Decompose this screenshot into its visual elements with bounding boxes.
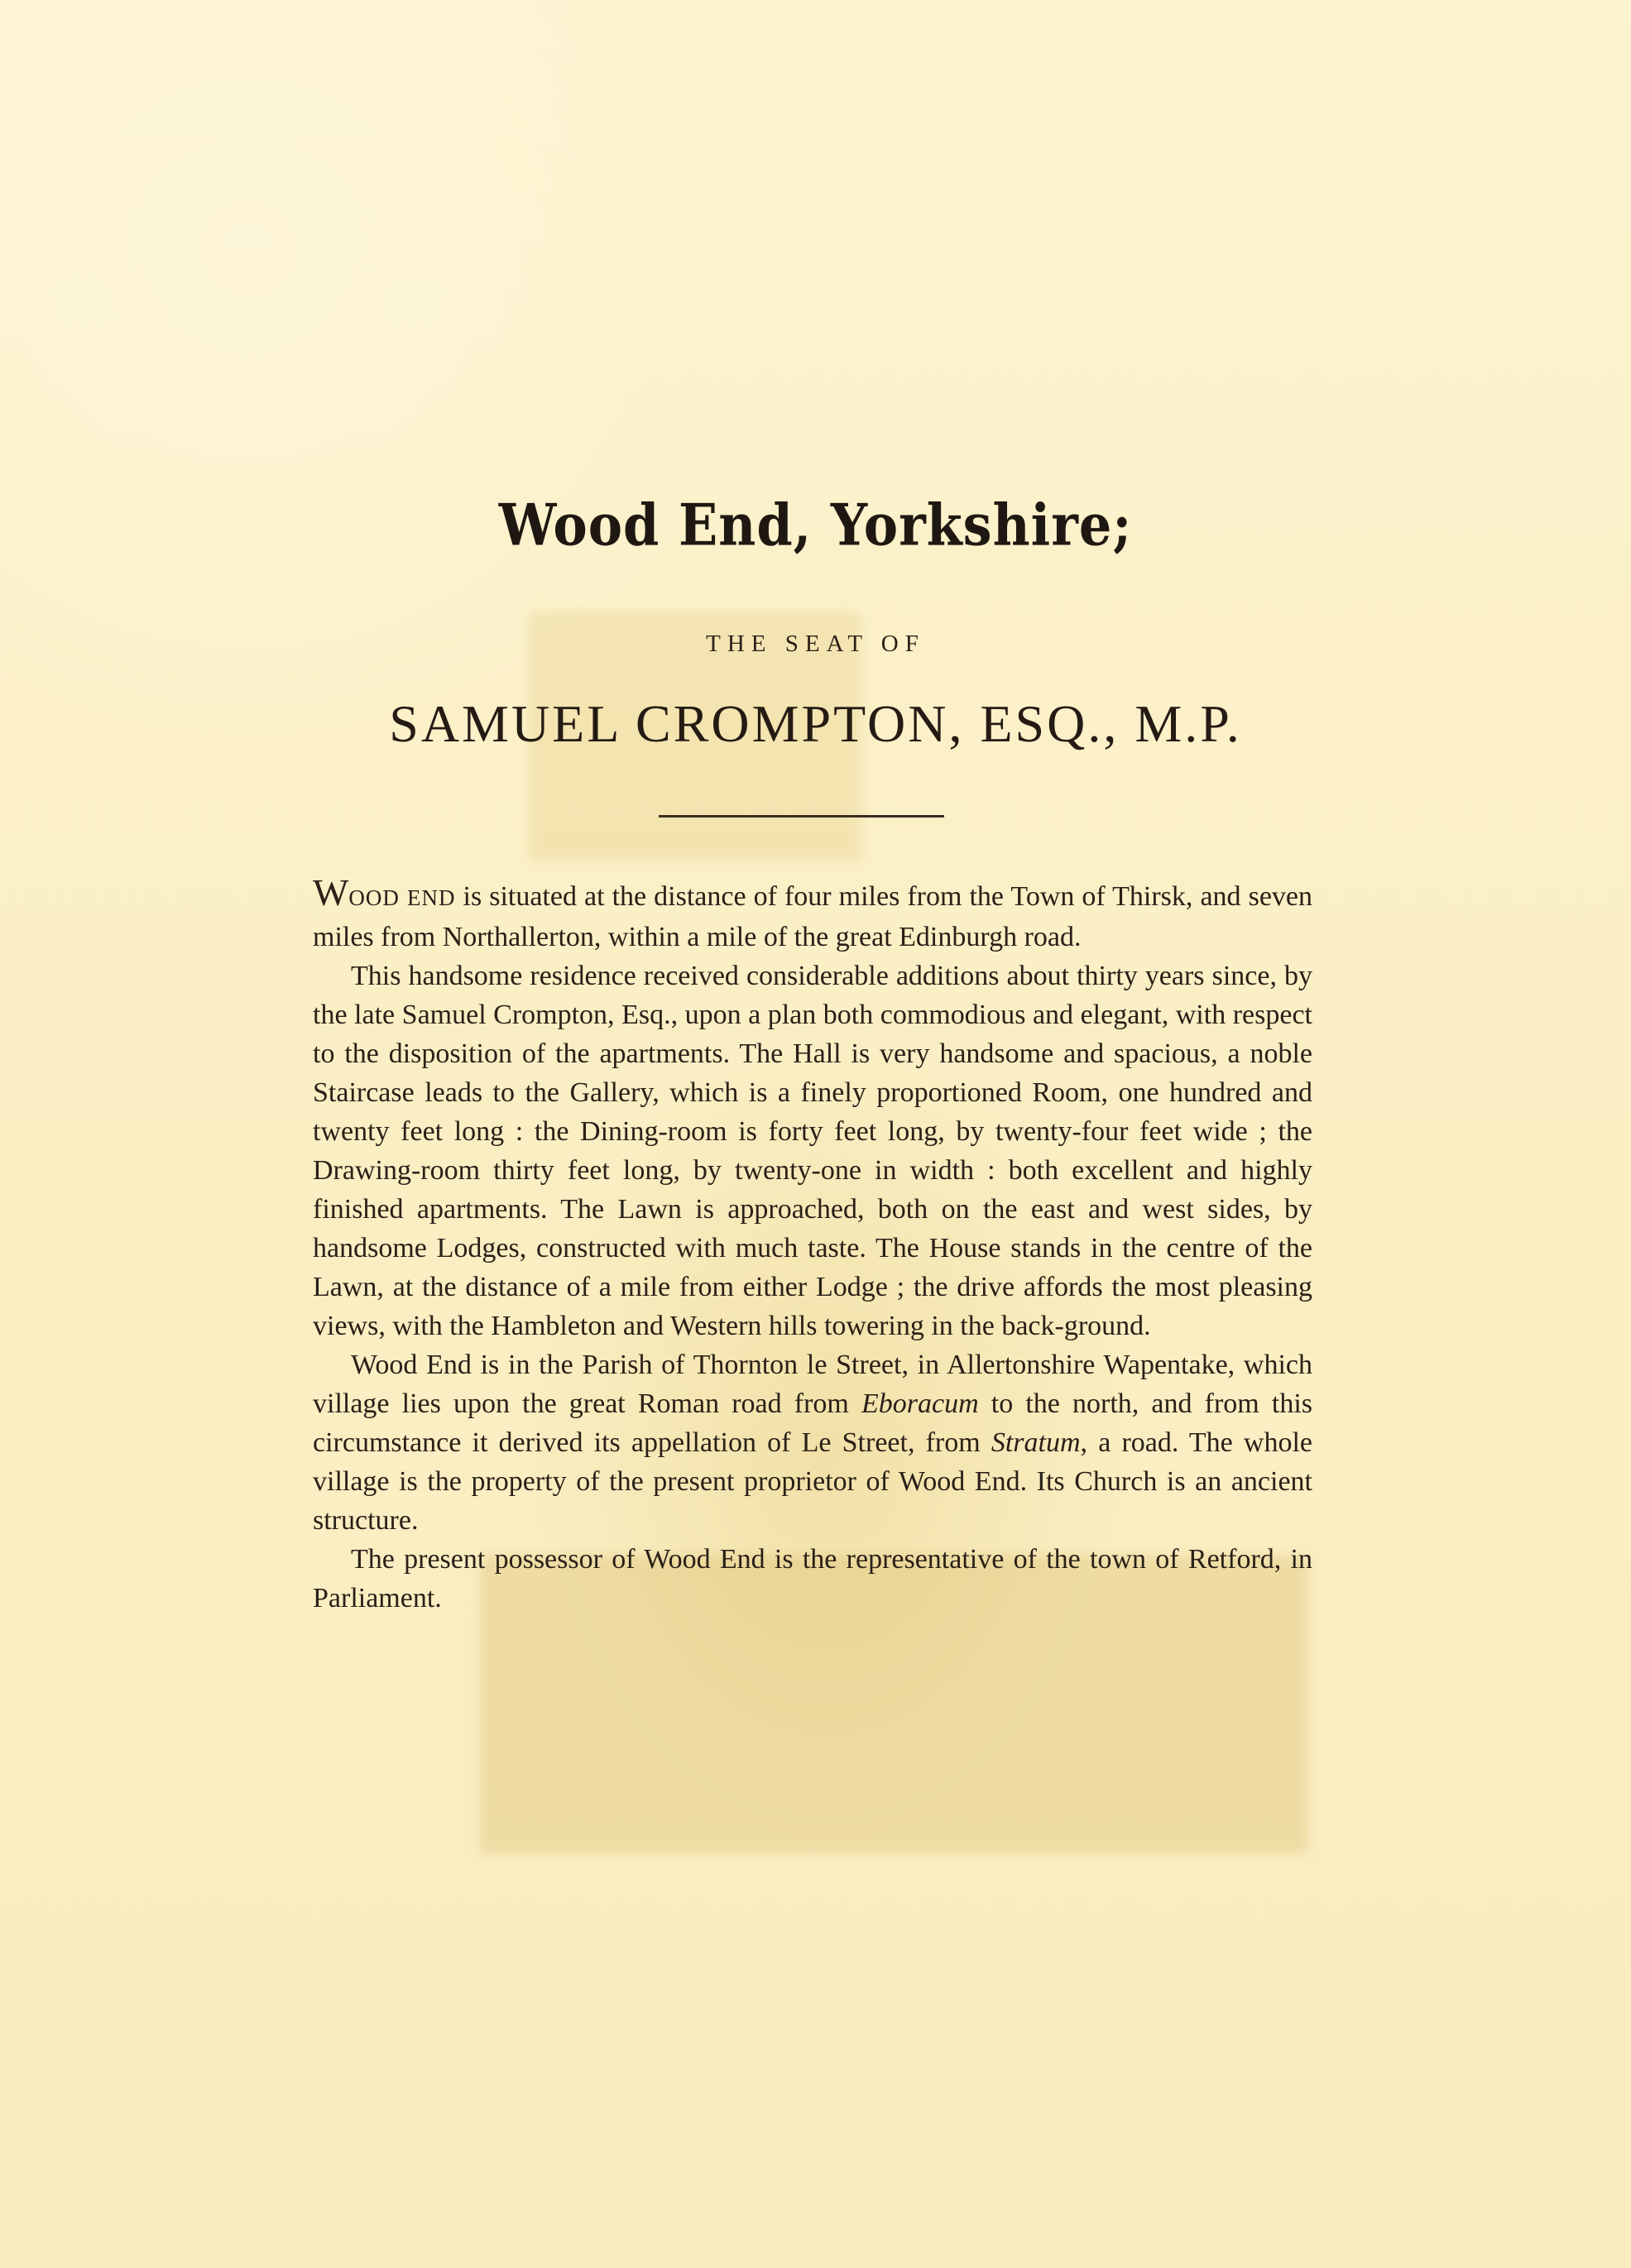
small-caps-end: END — [406, 885, 456, 910]
paragraph-1-text: is situated at the distance of four miles from the Town of Thirsk, and seven miles from Northallerton, within a mile of the great Edinburgh road. — [313, 881, 1312, 952]
paragraph-4: The present possessor of Wood End is the representative of the town of Retford, in Parliament. — [313, 1544, 1312, 1613]
body-text — [313, 873, 1312, 1618]
paragraph-3-part-e: , a road. The whole village is the property of the present proprietor of Wood End. Its Church is an ancient structure. — [313, 1427, 1313, 1536]
owner-name: SAMUEL CROMPTON, ESQ., M.P. — [389, 694, 1242, 753]
page-title: Wood End, Yorkshire; — [498, 491, 1133, 559]
drop-cap: W — [313, 871, 349, 913]
subtitle: THE SEAT OF — [706, 631, 925, 657]
divider-rule — [659, 815, 944, 818]
paragraph-2: This handsome residence received considerable additions about thirty years since, by the late Samuel Crompton, Esq., upon a plan both commodious and elegant, with respect to the disposition of the apartments. The Hall is very handsome and spacious, a noble Staircase leads to the Gallery, which is a finely proportioned Room, one hundred and twenty feet long : the Dining-room is forty feet long, by twenty-four feet wide ; the Drawing-room thirty feet long, by twenty-one in width : both excellent and highly finished apartments. The Lawn is approached, both on the east and west sides, by handsome Lodges, constructed with much taste. The House stands in the centre of the Lawn, at the distance of a mile from either Lodge ; the drive affords the most pleasing views, with the Hambleton and Western hills towering in the back-ground. — [313, 961, 1312, 1341]
paragraph-1 — [313, 873, 1312, 957]
small-caps-wood: OOD — [348, 885, 400, 910]
italic-stratum: Stratum — [991, 1427, 1081, 1458]
italic-eboracum: Eboracum — [861, 1388, 979, 1419]
paragraph-3-part-a: Wood End is in the Parish of Thornton le Street, in Allertonshire Wapentake, which village lies upon the great Roman road from — [313, 1350, 1312, 1419]
paragraph-3-part-c: to the north, and from this circumstance it derived its appellation of Le Street, from — [313, 1388, 1312, 1458]
paragraph-3 — [313, 1345, 1312, 1540]
